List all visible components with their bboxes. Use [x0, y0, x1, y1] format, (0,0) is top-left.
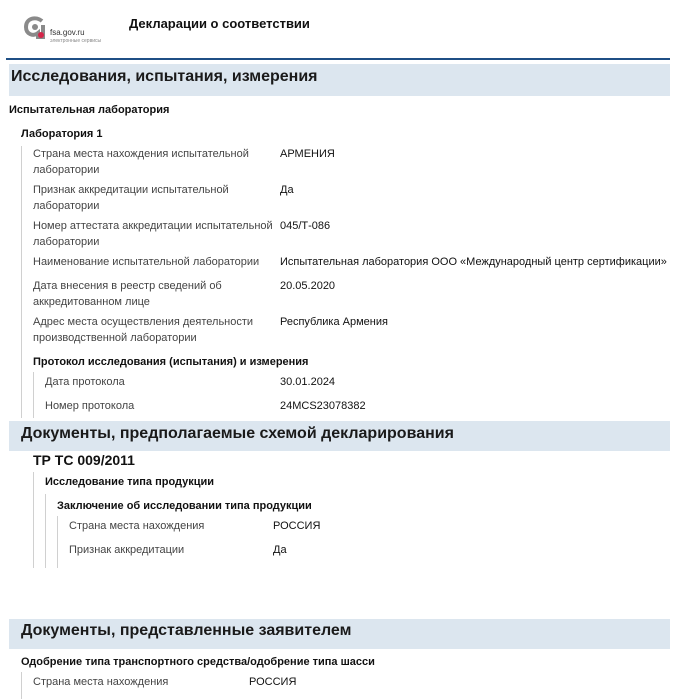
field-value: 20.05.2020 — [280, 280, 336, 292]
section-title: Документы, представленные заявителем — [21, 622, 352, 639]
field-value: АРМЕНИЯ — [280, 148, 335, 160]
field-value: 045/Т-086 — [280, 220, 331, 232]
field-label: Адрес места осуществления деятельности производственной лаборатории — [33, 316, 254, 344]
section-subtitle: Исследование типа продукции — [45, 476, 215, 488]
protocol-title: Протокол исследования (испытания) и измерения — [33, 356, 309, 368]
lab-title: Лаборатория 1 — [21, 128, 103, 140]
field-label: Страна места нахождения испытательной лаборатории — [33, 148, 249, 176]
field-value: Республика Армения — [280, 316, 388, 328]
field-value: РОССИЯ — [249, 676, 297, 688]
logo-subtitle: электронные сервисы — [50, 38, 102, 44]
field-label: Номер протокола — [45, 400, 135, 412]
field-label: Страна места нахождения — [33, 676, 169, 688]
field-value: Испытательная лаборатория ООО «Международный центр сертификации» — [280, 256, 667, 268]
indent-line — [21, 146, 22, 418]
indent-line — [33, 472, 34, 568]
field-label: Признак аккредитации испытательной лаборатории — [33, 184, 229, 212]
section-title: Документы, предполагаемые схемой декларирования — [21, 425, 454, 442]
field-label: Признак аккредитации — [69, 544, 185, 556]
section-title: Исследования, испытания, измерения — [11, 68, 318, 85]
field-value: 24MCS23078382 — [280, 400, 366, 412]
indent-line — [33, 372, 34, 418]
field-label: Дата внесения в реестр сведений об аккредитованном лице — [33, 280, 222, 308]
indent-line — [45, 494, 46, 568]
conclusion-title: Заключение об исследовании типа продукции — [57, 500, 312, 512]
field-value: РОССИЯ — [273, 520, 321, 532]
field-value: Да — [273, 544, 287, 556]
field-label: Дата протокола — [45, 376, 125, 388]
section-subtitle: Испытательная лаборатория — [9, 104, 170, 116]
section-header-research — [9, 64, 670, 96]
field-value: 30.01.2024 — [280, 376, 336, 388]
indent-line — [21, 672, 22, 699]
section-subtitle: Одобрение типа транспортного средства/одобрение типа шасси — [21, 656, 375, 668]
field-label: Номер аттестата аккредитации испытательной лаборатории — [33, 220, 273, 248]
indent-line — [57, 516, 58, 568]
document-title: Декларации о соответствии — [129, 16, 310, 31]
logo-domain: fsa.gov.ru — [50, 28, 85, 37]
section-header-applicant-documents — [9, 619, 670, 649]
logo-dot — [38, 32, 44, 38]
field-value: Да — [280, 184, 294, 196]
section-header-scheme-documents — [9, 421, 670, 451]
fsa-logo-icon — [20, 12, 50, 42]
field-label: Страна места нахождения — [69, 520, 205, 532]
regulation-title: ТР ТС 009/2011 — [33, 452, 135, 468]
field-label: Наименование испытательной лаборатории — [33, 256, 260, 268]
header-divider — [6, 58, 670, 60]
